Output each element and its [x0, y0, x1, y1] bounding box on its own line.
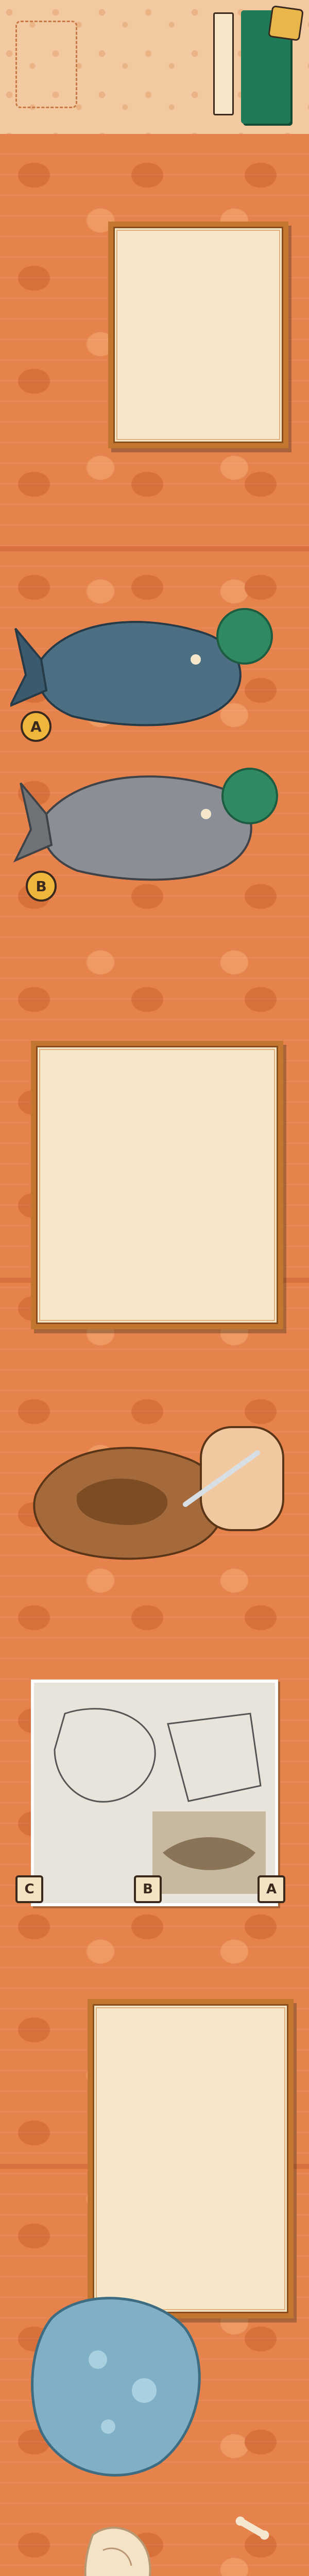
fish-tail-a [10, 629, 46, 706]
panel-tag-a: A [258, 1875, 285, 1903]
specimen-body [32, 2298, 200, 2476]
intro-text-panel [108, 222, 288, 448]
excavation-illustration [15, 1391, 294, 1607]
header-badge [268, 5, 304, 41]
fish-body-a [38, 622, 241, 725]
header-tagline [191, 15, 206, 93]
fish-eye-b [201, 809, 211, 819]
small-fossil-specimen [72, 2514, 165, 2576]
research-text-panel [31, 1041, 283, 1329]
discovery-text-panel [88, 1999, 294, 2318]
header-decoration [15, 21, 77, 108]
specimen-label-b [221, 768, 278, 824]
specimen-spot [132, 2378, 157, 2403]
specimen-spot [101, 2419, 115, 2434]
fossil-photo-svg [34, 1683, 275, 1903]
fish-body-b [43, 776, 251, 879]
marker-b: B [26, 871, 57, 902]
panel-tag-b: B [134, 1875, 162, 1903]
discovery-text [105, 2015, 276, 2302]
blue-fossil-specimen [21, 2277, 216, 2494]
intro-text [126, 238, 271, 432]
fish-tail-b [15, 783, 52, 860]
specimen-label-a [216, 608, 273, 665]
researcher-hand [201, 1427, 283, 1530]
strata-divider [0, 546, 309, 551]
header-subtitle [213, 12, 234, 115]
marker-a: A [21, 711, 52, 742]
panel-tag-c: C [15, 1875, 43, 1903]
specimen-spot [89, 2350, 107, 2369]
page-header [0, 0, 309, 134]
fish-eye-a [191, 654, 201, 665]
research-text [48, 1057, 266, 1313]
fossil-photo-panels [31, 1680, 278, 1906]
